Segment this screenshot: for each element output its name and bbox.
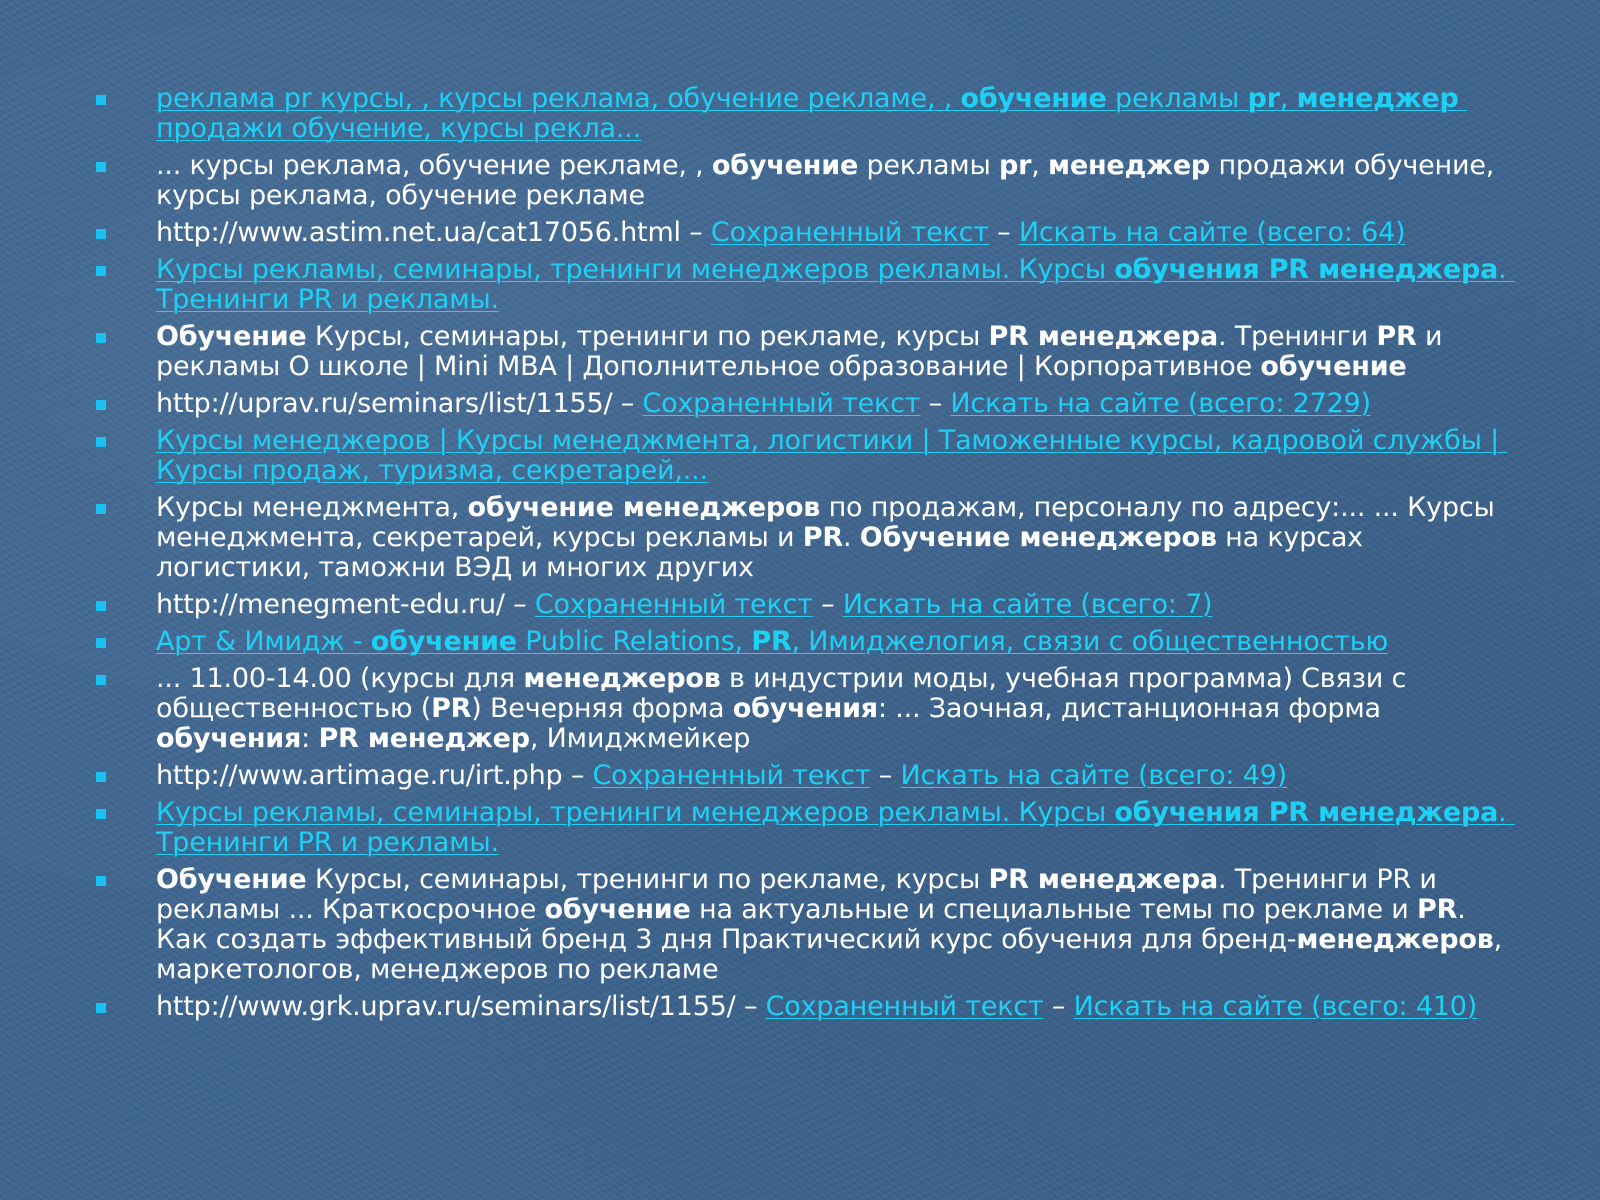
result-link[interactable]: менеджер: [1296, 83, 1459, 114]
list-item-url: [96, 590, 1516, 620]
list-item-link: [96, 426, 1516, 486]
square-bullet-icon: [96, 601, 106, 611]
result-text: продажи обучение, курсы реклама, обучение рекламе: [156, 150, 1503, 211]
list-item-link: [96, 627, 1516, 657]
highlighted-text: обучение: [544, 894, 691, 925]
result-text: Курсы менеджмента,: [156, 492, 468, 523]
result-text: . Как создать эффективный бренд 3 дня Практический курс обучения для бренд-: [156, 894, 1474, 955]
square-bullet-icon: [96, 266, 106, 276]
result-link[interactable]: . Тренинги PR и рекламы.: [156, 797, 1515, 858]
highlighted-text: PR менеджера: [988, 864, 1218, 895]
square-bullet-icon: [96, 162, 106, 172]
result-text: на актуальные и специальные темы по рекламе и: [690, 894, 1418, 925]
highlighted-text: PR: [1376, 321, 1417, 352]
highlighted-text: Обучение: [156, 864, 307, 895]
result-text: по продажам, персоналу по адресу:... ... Курсы менеджмента, секретарей, курсы рекламы и: [156, 492, 1503, 553]
result-link[interactable]: обучение: [370, 626, 517, 657]
result-text: http://uprav.ru/seminars/list/1155/ –: [156, 388, 643, 419]
list-item-url: [96, 218, 1516, 248]
highlighted-text: обучение: [1260, 351, 1407, 382]
list-item-text: [96, 322, 1516, 382]
result-text: . Тренинги PR и рекламы ... Краткосрочное: [156, 864, 1446, 925]
result-text: –: [812, 589, 843, 620]
list-item-link: [96, 798, 1516, 858]
result-link[interactable]: PR: [751, 626, 792, 657]
highlighted-text: pr: [998, 150, 1032, 181]
result-text: http://menegment-edu.ru/ –: [156, 589, 535, 620]
result-text: на курсах логистики, таможни ВЭД и многих других: [156, 522, 1372, 583]
highlighted-text: обучения: [732, 693, 878, 724]
highlighted-text: обучение менеджеров: [467, 492, 821, 523]
result-link[interactable]: pr: [1247, 83, 1280, 114]
result-text: , Имиджмейкер: [529, 723, 751, 754]
highlighted-text: менеджер: [1048, 150, 1211, 181]
result-text: рекламы: [858, 150, 999, 181]
result-link[interactable]: обучение: [960, 83, 1107, 114]
result-link[interactable]: Сохраненный текст: [765, 991, 1044, 1022]
highlighted-text: PR: [1417, 894, 1458, 925]
result-text: . Тренинги: [1217, 321, 1377, 352]
highlighted-text: PR менеджера: [988, 321, 1218, 352]
list-item-link: [96, 84, 1516, 144]
list-item-url: [96, 992, 1516, 1022]
square-bullet-icon: [96, 400, 106, 410]
result-text: ,: [1031, 150, 1048, 181]
result-text: .: [842, 522, 860, 553]
square-bullet-icon: [96, 772, 106, 782]
result-link[interactable]: рекламы: [1106, 83, 1248, 114]
result-text: Курсы, семинары, тренинги по рекламе, курсы: [306, 321, 989, 352]
highlighted-text: обучения: [156, 723, 302, 754]
list-item-link: [96, 255, 1516, 315]
highlighted-text: обучение: [711, 150, 859, 181]
highlighted-text: Обучение: [156, 321, 307, 352]
result-link[interactable]: ,: [1279, 83, 1297, 114]
square-bullet-icon: [96, 229, 106, 239]
result-text: , маркетологов, менеджеров по рекламе: [156, 924, 1511, 985]
result-link[interactable]: Арт & Имидж -: [156, 626, 371, 657]
square-bullet-icon: [96, 675, 106, 685]
result-text: ... 11.00-14.00 (курсы для: [156, 663, 524, 694]
highlighted-text: PR: [802, 522, 843, 553]
highlighted-text: PR менеджер: [318, 723, 530, 754]
result-link[interactable]: Курсы рекламы, семинары, тренинги менеджеров рекламы. Курсы: [156, 254, 1115, 285]
result-text: http://www.artimage.ru/irt.php –: [156, 760, 593, 791]
square-bullet-icon: [96, 504, 106, 514]
result-link[interactable]: Искать на сайте (всего: 2729): [950, 388, 1371, 419]
highlighted-text: PR: [431, 693, 472, 724]
result-link[interactable]: Курсы менеджеров | Курсы менеджмента, логистики | Таможенные курсы, кадровой службы | Курсы продаж, туризма, секретарей,...: [156, 425, 1508, 486]
result-text: и рекламы О школе | Mini MBA | Дополнительное образование | Корпоративное: [156, 321, 1451, 382]
square-bullet-icon: [96, 638, 106, 648]
search-results-list: [96, 84, 1516, 1029]
result-text: ) Вечерняя форма: [471, 693, 733, 724]
result-link[interactable]: Искать на сайте (всего: 49): [900, 760, 1288, 791]
result-link[interactable]: Искать на сайте (всего: 64): [1018, 217, 1406, 248]
highlighted-text: Обучение менеджеров: [859, 522, 1217, 553]
list-item-text: [96, 151, 1516, 211]
result-link[interactable]: Сохраненный текст: [710, 217, 989, 248]
result-link[interactable]: Сохраненный текст: [534, 589, 813, 620]
list-item-text: [96, 865, 1516, 985]
result-link[interactable]: Искать на сайте (всего: 410): [1073, 991, 1478, 1022]
result-text: ... курсы реклама, обучение рекламе, ,: [156, 150, 712, 181]
square-bullet-icon: [96, 876, 106, 886]
result-link[interactable]: обучения PR менеджера: [1114, 797, 1499, 828]
result-text: : ... Заочная, дистанционная форма: [877, 693, 1390, 724]
square-bullet-icon: [96, 1003, 106, 1013]
result-text: –: [920, 388, 951, 419]
result-link[interactable]: обучения PR менеджера: [1114, 254, 1499, 285]
result-link[interactable]: реклама pr курсы, , курсы реклама, обучение рекламе, ,: [156, 83, 961, 114]
result-link[interactable]: Искать на сайте (всего: 7): [842, 589, 1213, 620]
list-item-text: [96, 493, 1516, 583]
result-text: Курсы, семинары, тренинги по рекламе, курсы: [306, 864, 989, 895]
result-text: –: [870, 760, 901, 791]
result-link[interactable]: продажи обучение, курсы рекла...: [156, 83, 1468, 144]
list-item-url: [96, 389, 1516, 419]
result-link[interactable]: Сохраненный текст: [642, 388, 921, 419]
list-item-url: [96, 761, 1516, 791]
result-text: http://www.astim.net.ua/cat17056.html –: [156, 217, 711, 248]
square-bullet-icon: [96, 333, 106, 343]
list-item-text: [96, 664, 1516, 754]
square-bullet-icon: [96, 809, 106, 819]
result-link[interactable]: , Имиджелогия, связи с общественностью: [791, 626, 1389, 657]
result-text: –: [1043, 991, 1074, 1022]
square-bullet-icon: [96, 437, 106, 447]
highlighted-text: менеджеров: [1296, 924, 1494, 955]
result-link[interactable]: Public Relations,: [516, 626, 752, 657]
result-text: http://www.grk.uprav.ru/seminars/list/1155/ –: [156, 991, 766, 1022]
result-text: :: [301, 723, 319, 754]
result-text: –: [988, 217, 1019, 248]
result-link[interactable]: Сохраненный текст: [592, 760, 871, 791]
square-bullet-icon: [96, 95, 106, 105]
result-text: в индустрии моды, учебная программа) Связи с общественностью (: [156, 663, 1415, 724]
result-link[interactable]: Курсы рекламы, семинары, тренинги менеджеров рекламы. Курсы: [156, 797, 1115, 828]
highlighted-text: менеджеров: [523, 663, 721, 694]
result-link[interactable]: . Тренинги PR и рекламы.: [156, 254, 1515, 315]
